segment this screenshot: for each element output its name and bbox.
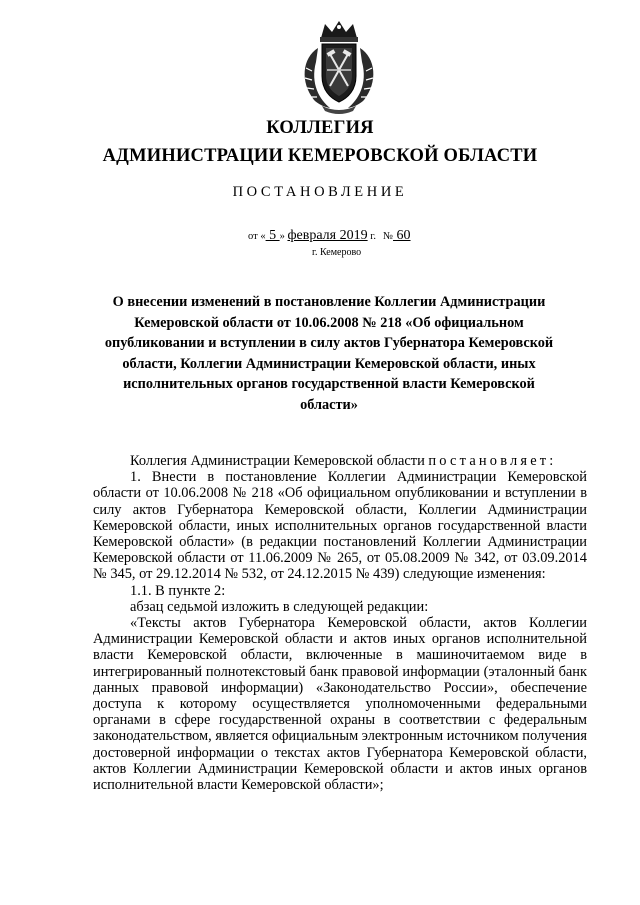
quoted-text: «Тексты актов Губернатора Кемеровской области, актов Коллегии Администрации Кемеровской области и актов иных органов исполнительной власти Кемеровской области, включенные в машиночитаемом виде в интегрированный полнотекстовый банк правовой информации (эталонный банк данных правовой информации) «Законодательство России», обеспечение доступа к которому осуществляется уполномоченными федеральными органами в сфере государственной охраны в соответствии с федеральным законодательством, является официальным электронным источником получения достоверной информации о текстах актов Губернатора Кемеровской области, актов Коллегии Администрации Кемеровской области и актов иных органов исполнительной власти Кемеровской области»; [93,615,587,794]
item-1: 1. Внести в постановление Коллегии Администрации Кемеровской области от 10.06.2008 № 218 «Об официальном опубликовании и вступлении в силу актов Губернатора Кемеровской области, Коллегии Администрации Кемеровской области, иных исполнительных органов государственной власти Кемеровской области» (в редакции постановлений Коллегии Администрации Кемеровской области от 11.06.2009 № 265, от 05.08.2009 № 342, от 03.09.2014 № 345, от 29.12.2014 № 532, от 24.12.2015 № 439) следующие изменения: [93,469,587,583]
date-prefix: от « [248,231,266,242]
date-month-year: февраля 2019 [287,228,368,243]
city-name: г. Кемерово [312,247,362,258]
intro-paragraph [93,453,587,469]
date-day: 5 [265,228,280,243]
coat-of-arms-icon [296,18,382,114]
document-number: 60 [393,228,411,243]
date-mid: » [279,231,288,242]
intro-verb: постановляет: [428,453,557,469]
paragraph-intro: абзац седьмой изложить в следующей редакции: [130,598,429,615]
document-type: ПОСТАНОВЛЕНИЕ [232,184,408,200]
date-year-suffix: г. [367,231,376,242]
document-body [93,453,587,793]
date-number-line [248,228,411,244]
document-title: О внесении изменений в постановление Коллегии Администрации Кемеровской области от 10.06.2008 № 218 «Об официальном опубликовании и вступлении в силу актов Губернатора Кемеровской области, Коллегии Администрации Кемеровской области, иных исполнительных органов государственной власти Кемеровской области» [104,294,554,413]
item-1-1: 1.1. В пункте 2: [130,582,226,599]
intro-text: Коллегия Администрации Кемеровской области [130,453,429,469]
org-name-line2: АДМИНИСТРАЦИИ КЕМЕРОВСКОЙ ОБЛАСТИ [102,146,538,166]
number-label: № [383,231,394,242]
org-name-line1: КОЛЛЕГИЯ [266,118,374,138]
